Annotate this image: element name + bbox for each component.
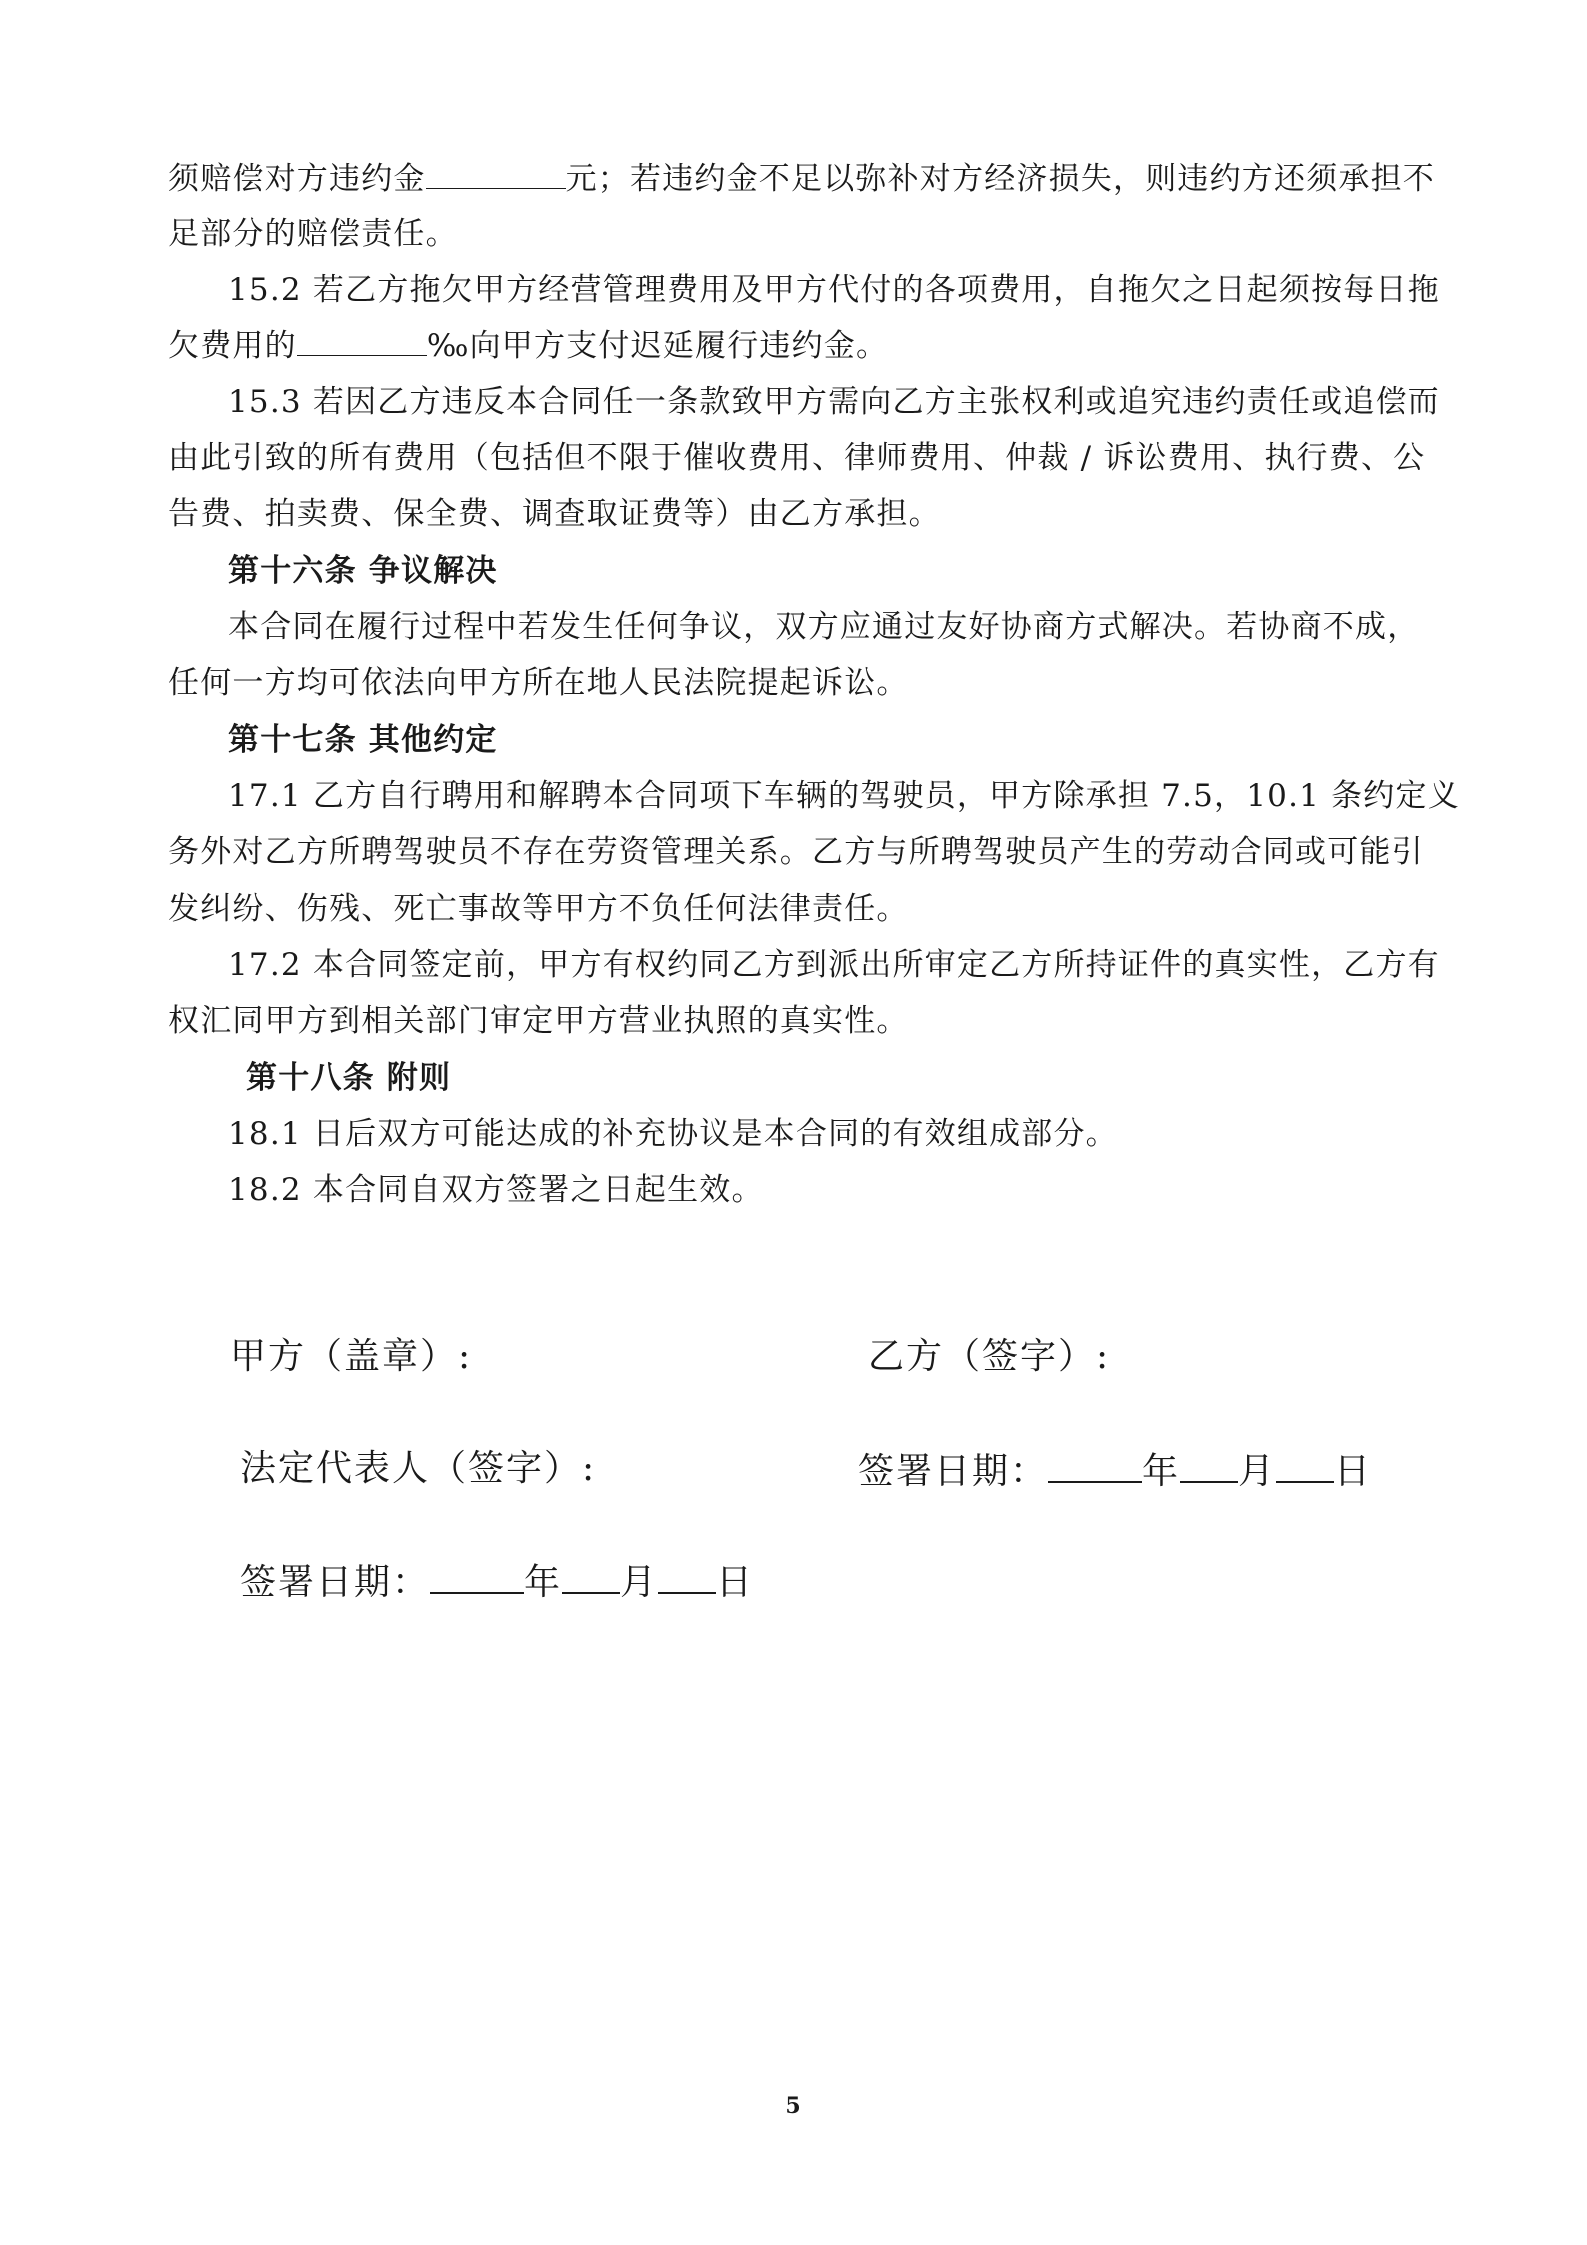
body-line: 务外对乙方所聘驾驶员不存在劳资管理关系。乙方与所聘驾驶员产生的劳动合同或可能引 [168, 834, 1424, 870]
body-line: 告费、拍卖费、保全费、调查取证费等）由乙方承担。 [168, 496, 941, 532]
day-blank [658, 1558, 716, 1594]
body-line: 足部分的赔偿责任。 [168, 216, 458, 252]
year-blank [1048, 1447, 1142, 1483]
party-b-sign-date [858, 1447, 1372, 1494]
clause-15-1-line-penalty [168, 159, 1435, 199]
article-18-heading: 第十八条 附则 [246, 1060, 452, 1096]
clause-18-2: 18.2 本合同自双方签署之日起生效。 [228, 1172, 764, 1208]
text-segment: 元；若违约金不足以弥补对方经济损失，则违约方还须承担不 [565, 161, 1436, 197]
party-b-signature-label: 乙方（签字）: [868, 1336, 1111, 1377]
page-number: 5 [785, 2093, 801, 2119]
clause-17-1: 17.1 乙方自行聘用和解聘本合同项下车辆的驾驶员，甲方除承担 7.5，10.1 条约定义 [228, 778, 1460, 814]
body-line: 发纠纷、伤残、死亡事故等甲方不负任何法律责任。 [168, 891, 909, 927]
year-blank [430, 1558, 524, 1594]
text-segment: 须赔偿对方违约金 [168, 161, 426, 197]
day-blank [1276, 1447, 1334, 1483]
day-label: 日 [716, 1562, 755, 1603]
party-a-sign-date [240, 1558, 754, 1605]
clause-15-2: 15.2 若乙方拖欠甲方经营管理费用及甲方代付的各项费用，自拖欠之日起须按每日拖 [228, 272, 1440, 308]
body-line: 权汇同甲方到相关部门审定甲方营业执照的真实性。 [168, 1003, 909, 1039]
clause-18-1: 18.1 日后双方可能达成的补充协议是本合同的有效组成部分。 [228, 1116, 1118, 1152]
text-segment: 欠费用的 [168, 328, 297, 364]
month-label: 月 [620, 1562, 659, 1603]
sign-date-label: 签署日期： [240, 1562, 431, 1603]
year-label: 年 [1142, 1451, 1181, 1492]
text-segment: ‰向甲方支付迟延履行违约金。 [426, 328, 889, 364]
day-label: 日 [1334, 1451, 1373, 1492]
article-16-text: 本合同在履行过程中若发生任何争议，双方应通过友好协商方式解决。若协商不成， [228, 609, 1420, 645]
month-blank [562, 1558, 620, 1594]
legal-rep-signature-label: 法定代表人（签字）: [240, 1448, 597, 1489]
month-blank [1180, 1447, 1238, 1483]
party-a-seal-label: 甲方（盖章）: [230, 1336, 473, 1377]
year-label: 年 [524, 1562, 563, 1603]
clause-17-2: 17.2 本合同签定前，甲方有权约同乙方到派出所审定乙方所持证件的真实性，乙方有 [228, 947, 1440, 983]
clause-15-3: 15.3 若因乙方违反本合同任一条款致甲方需向乙方主张权利或追究违约责任或追偿而 [228, 384, 1440, 420]
penalty-amount-blank [426, 160, 566, 189]
penalty-rate-blank [297, 327, 427, 356]
body-line: 由此引致的所有费用（包括但不限于催收费用、律师费用、仲裁 / 诉讼费用、执行费、公 [168, 440, 1426, 476]
clause-15-2-line-rate [168, 326, 888, 366]
article-16-heading: 第十六条 争议解决 [228, 553, 498, 589]
sign-date-label: 签署日期： [858, 1451, 1049, 1492]
body-line: 任何一方均可依法向甲方所在地人民法院提起诉讼。 [168, 665, 909, 701]
month-label: 月 [1238, 1451, 1277, 1492]
article-17-heading: 第十七条 其他约定 [228, 722, 498, 758]
